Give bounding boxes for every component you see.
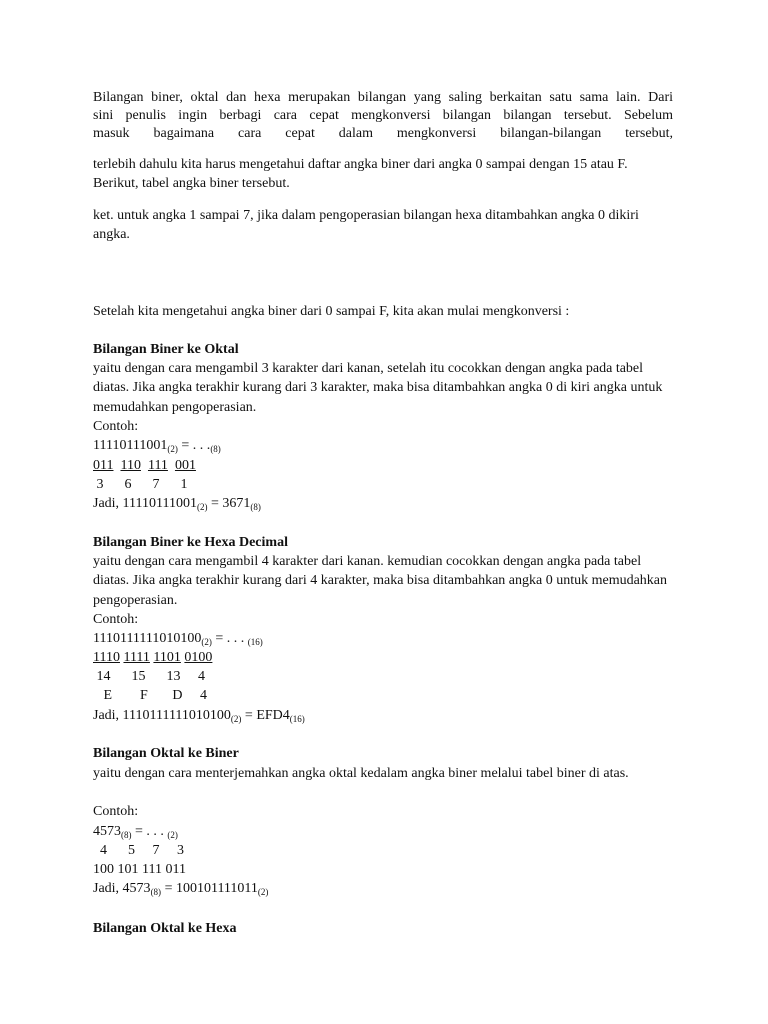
converted-digits: 14 15 13 4 <box>93 669 205 684</box>
binary-group: 110 <box>120 458 141 473</box>
base-subscript: (16) <box>247 637 263 647</box>
intro-note: ket. untuk angka 1 sampai 7, jika dalam pengoperasian bilangan hexa ditambahkan angka 0 dikiri angka. <box>93 208 639 243</box>
base-subscript: (2) <box>230 714 242 724</box>
result-value: = EFD4 <box>241 708 290 723</box>
equation-number: 11110111001 <box>93 438 168 453</box>
base-subscript: (8) <box>150 887 162 897</box>
section-title-oktal-hexa: Bilangan Oktal ke Hexa <box>93 921 237 936</box>
result-prefix: Jadi, 11110111001 <box>93 496 197 511</box>
converted-digits: 3 6 7 1 <box>93 477 188 492</box>
result-line <box>93 494 261 514</box>
base-subscript: (8) <box>250 502 261 512</box>
binary-groups <box>93 648 212 667</box>
binary-group: 111 <box>147 458 168 473</box>
intro-line-1: Bilangan biner, oktal dan hexa merupakan bilangan yang saling berkaitan satu sama lain. Dari <box>93 90 673 105</box>
contoh-label: Contoh: <box>93 804 139 819</box>
equation-operator: = . . . <box>177 438 211 453</box>
binary-group: 1110 <box>93 650 120 665</box>
base-subscript: (2) <box>257 887 269 897</box>
binary-group: 011 <box>93 458 114 473</box>
example-equation <box>93 629 263 649</box>
converted-hex-letters: E F D 4 <box>93 688 207 703</box>
binary-groups <box>93 456 196 475</box>
section-body-oktal-biner: yaitu dengan cara menterjemahkan angka oktal kedalam angka biner melalui tabel biner di atas. <box>93 766 629 781</box>
contoh-label: Contoh: <box>93 612 139 627</box>
binary-group: 001 <box>174 458 196 473</box>
equation-operator: = . . . <box>211 631 248 646</box>
intro-line-3: masuk bagaimana cara cepat dalam mengkonversi bilangan-bilangan tersebut, <box>93 126 673 141</box>
base-subscript: (2) <box>196 502 208 512</box>
contoh-label: Contoh: <box>93 419 139 434</box>
result-value: = 100101111011 <box>161 881 258 896</box>
result-value: = 3671 <box>207 496 251 511</box>
result-prefix: Jadi, 4573 <box>93 881 151 896</box>
base-subscript: (8) <box>121 830 132 840</box>
equation-operator: = . . . <box>131 824 168 839</box>
section-body-biner-oktal: yaitu dengan cara mengambil 3 karakter dari kanan, setelah itu cocokkan dengan angka pada tabel diatas. Jika angka terakhir kurang dari 3 karakter, maka bisa ditambahkan angka 0 di kiri angka untuk memudahkan pengoperasian. <box>93 361 663 415</box>
base-subscript: (2) <box>167 830 178 840</box>
equation-number: 1110111111010100 <box>93 631 202 646</box>
result-line <box>93 706 305 726</box>
base-subscript: (8) <box>210 444 221 454</box>
section-title-oktal-biner: Bilangan Oktal ke Biner <box>93 746 239 761</box>
base-subscript: (16) <box>289 714 305 724</box>
binary-groups: 100 101 111 011 <box>93 862 186 877</box>
binary-group: 0100 <box>184 650 213 665</box>
result-line <box>93 879 268 899</box>
intro-line-2: sini penulis ingin berbagi cara cepat mengkonversi bilangan bilangan tersebut. Sebelum <box>93 108 673 123</box>
base-subscript: (2) <box>201 637 212 647</box>
intro-paragraph-2: terlebih dahulu kita harus mengetahui daftar angka biner dari angka 0 sampai dengan 15 atau F. Berikut, tabel angka biner tersebut. <box>93 157 628 192</box>
intro-transition: Setelah kita mengetahui angka biner dari 0 sampai F, kita akan mulai mengkonversi : <box>93 304 570 319</box>
octal-digits: 4 5 7 3 <box>93 843 184 858</box>
result-prefix: Jadi, 1110111111010100 <box>93 708 231 723</box>
section-title-biner-hexa: Bilangan Biner ke Hexa Decimal <box>93 535 288 550</box>
example-equation <box>93 436 221 456</box>
section-body-biner-hexa: yaitu dengan cara mengambil 4 karakter dari kanan. kemudian cocokkan dengan angka pada tabel diatas. Jika angka terakhir kurang dari 4 karakter, maka bisa ditambahkan angka 0 untuk memudahkan pengoperasian. <box>93 554 668 608</box>
equation-number: 4573 <box>93 824 121 839</box>
binary-group: 1111 <box>123 650 150 665</box>
section-title-biner-oktal: Bilangan Biner ke Oktal <box>93 342 239 357</box>
example-equation <box>93 822 178 842</box>
binary-group: 1101 <box>153 650 181 665</box>
base-subscript: (2) <box>167 444 178 454</box>
